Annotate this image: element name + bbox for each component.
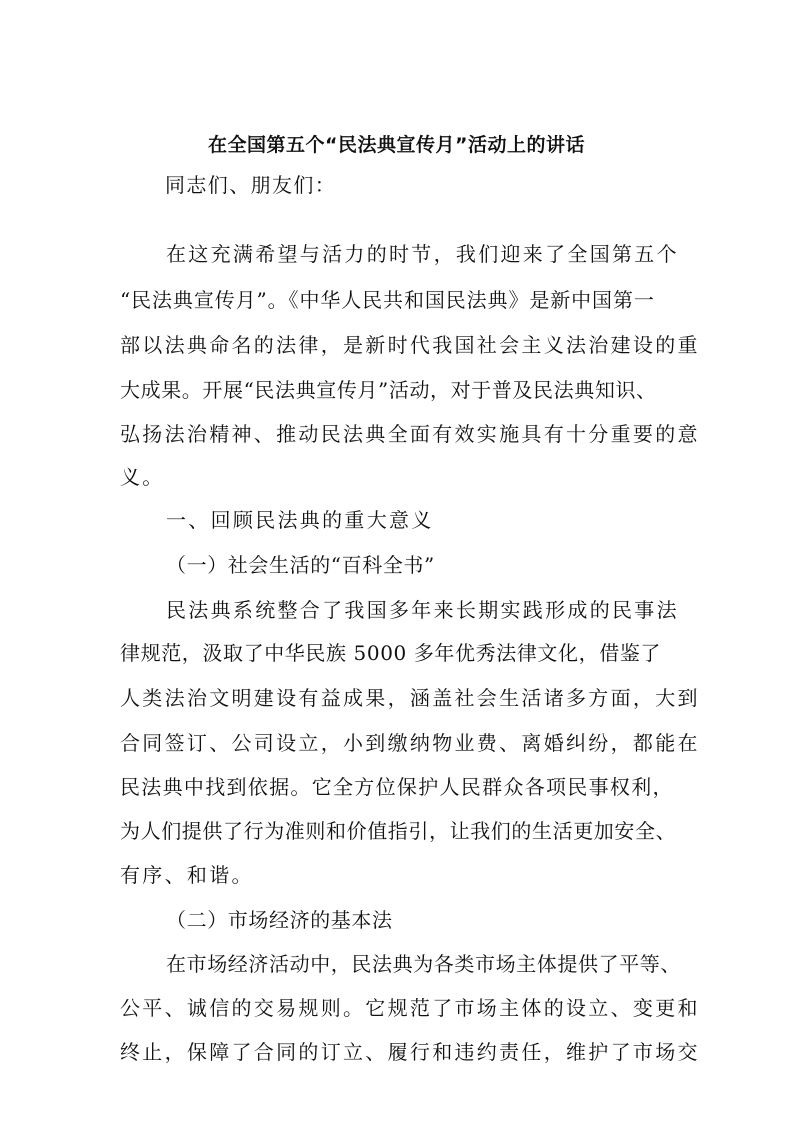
- paragraph-line: 部以法典命名的法律，是新时代我国社会主义法治建设的重: [120, 333, 700, 357]
- paragraph-line: 为人们提供了行为准则和价值指引，让我们的生活更加安全、: [120, 819, 677, 843]
- paragraph-line: 律规范，汲取了中华民族 5000 多年优秀法律文化，借鉴了: [120, 641, 662, 665]
- paragraph-line: “民法典宣传月”。《中华人民共和国民法典》是新中国第一: [120, 288, 655, 312]
- paragraph-line: 终止，保障了合同的订立、履行和违约责任，维护了市场交: [120, 1040, 700, 1064]
- document-title: 在全国第五个“民法典宣传月”活动上的讲话: [208, 134, 585, 156]
- paragraph-line: 民法典中找到依据。它全方位保护人民群众各项民事权利，: [120, 775, 674, 799]
- salutation-line: 同志们、朋友们：: [165, 173, 337, 197]
- paragraph-line: 大成果。开展“民法典宣传月”活动，对于普及民法典知识、: [120, 378, 657, 402]
- paragraph-line: 公平、诚信的交易规则。它规范了市场主体的设立、变更和: [120, 996, 700, 1020]
- paragraph-line: 义。: [120, 465, 165, 489]
- subsection-heading: （二）市场经济的基本法: [166, 908, 393, 932]
- section-heading: 一、回顾民法典的重大意义: [166, 508, 434, 532]
- paragraph-line: 合同签订、公司设立，小到缴纳物业费、离婚纠纷，都能在: [120, 731, 700, 755]
- paragraph-line: 人类法治文明建设有益成果，涵盖社会生活诸多方面，大到: [120, 686, 700, 710]
- paragraph-line: 弘扬法治精神、推动民法典全面有效实施具有十分重要的意: [120, 422, 700, 446]
- subsection-heading: （一）社会生活的“百科全书”: [166, 553, 435, 577]
- paragraph-line: 民法典系统整合了我国多年来长期实践形成的民事法: [166, 598, 679, 622]
- paragraph-line: 在市场经济活动中，民法典为各类市场主体提供了平等、: [166, 952, 681, 976]
- paragraph-line: 有序、和谐。: [120, 863, 254, 887]
- paragraph-line: 在这充满希望与活力的时节，我们迎来了全国第五个: [166, 242, 679, 266]
